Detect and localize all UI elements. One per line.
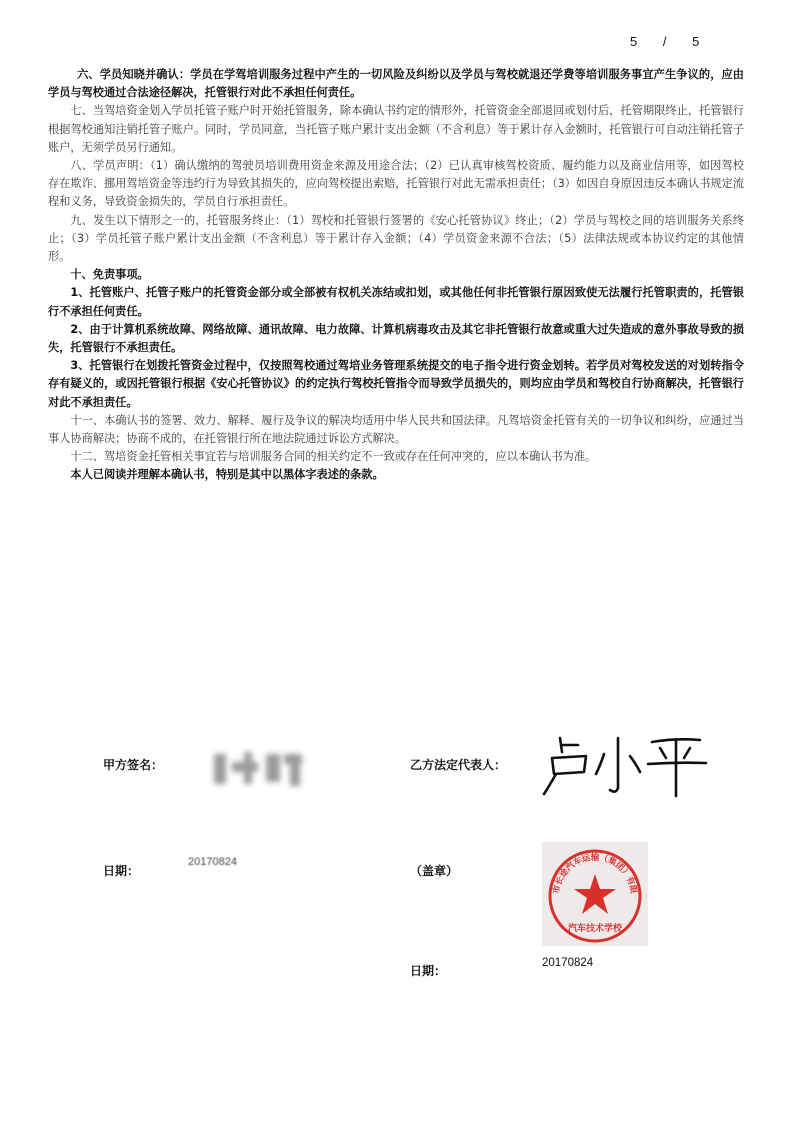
party-b-date-label: 日期：	[410, 964, 447, 978]
clause-ten-item-3: 3、托管银行在划拨托管资金过程中，仅按照驾校通过驾培业务管理系统提交的电子指令进行资金划转。若学员对驾校发送的对划转指令存有疑义的，或因托管银行根据《安心托管协议》的约定执行驾校托管指令而导致学员损失的，则均应由学员和驾校自行协商解决，托管银行对此不承担责任。	[48, 359, 744, 409]
clause-ten-item-2: 2、由于计算机系统故障、网络故障、通讯故障、电力故障、计算机病毒攻击及其它非托管银行故意或重大过失造成的意外事故导致的损失，托管银行不承担责任。	[48, 322, 744, 355]
party-a-signature-label: 甲方签名：	[103, 758, 164, 772]
party-b-representative-label: 乙方法定代表人：	[410, 758, 507, 772]
seal-text-top: 市长途汽车运输（集团）有限	[550, 852, 640, 895]
clause-twelve: 十二、驾培资金托管相关事宜若与培训服务合同的相关约定不一致或存在任何冲突的，应以本确认书为准。	[70, 450, 597, 464]
clause-list	[48, 66, 744, 485]
page-total: 5	[692, 34, 700, 49]
party-a-date-label: 日期：	[103, 864, 140, 878]
page-current: 5	[630, 34, 638, 49]
clause-nine: 九、发生以下情形之一的，托管服务终止：（1）驾校和托管银行签署的《安心托管协议》终止；（2）学员与驾校之间的培训服务关系终止；（3）学员托管子账户累计支出金额（不含利息）等于累计存入金额；（4）学员资金来源不合法；（5）法律法规或本协议约定的其他情形。	[48, 213, 744, 264]
seal-label: （盖章）	[410, 864, 459, 878]
party-a-date: 20170824	[188, 856, 237, 868]
clause-ten-heading: 十、免责事项。	[70, 268, 149, 282]
clause-ten-item-1: 1、托管账户、托管子账户的托管资金部分或全部被有权机关冻结或扣划，或其他任何非托管银行原因致使无法履行托管职责的，托管银行不承担任何责任。	[48, 286, 744, 318]
page-number	[630, 34, 699, 49]
party-a-signature-redacted	[210, 748, 306, 788]
confirmation-statement: 本人已阅读并理解本确认书，特别是其中以黑体字表述的条款。	[70, 468, 384, 482]
page-separator: /	[662, 34, 667, 49]
clause-eleven: 十一、本确认书的签署、效力、解释、履行及争议的解决均适用中华人民共和国法律。凡驾培资金托管有关的一切争议和纠纷，应通过当事人协商解决；协商不成的，在托管银行所在地法院通过诉讼方式解决。	[48, 413, 744, 446]
handwritten-signature	[540, 730, 710, 800]
clause-seven: 七、当驾培资金划入学员托管子账户时开始托管服务，除本确认书约定的情形外，托管资金全部退回或划付后，托管期限终止，托管银行根据驾校通知注销托管子账户。同时，学员同意，当托管子账户累计支出金额（不含利息）等于累计存入金额时，托管银行可自动注销托管子账户，无须学员另行通知。	[48, 104, 744, 154]
seal-text-bottom: 汽车技术学校	[567, 924, 623, 934]
party-b-date: 20170824	[542, 957, 594, 969]
official-seal	[542, 842, 648, 946]
clause-eight: 八、学员声明：（1）确认缴纳的驾驶员培训费用资金来源及用途合法；（2）已认真审核驾校资质、履约能力以及商业信用等，如因驾校存在欺诈、挪用驾培资金等违约行为导致其损失的，应向驾校提出索赔，托管银行对此无需承担责任；（3）如因自身原因违反本确认书规定流程和义务，导致资金损失的，学员自行承担责任。	[48, 159, 744, 209]
clause-six: 六、学员知晓并确认：学员在学驾培训服务过程中产生的一切风险及纠纷以及学员与驾校就退还学费等培训服务事宜产生争议的，应由学员与驾校通过合法途径解决，托管银行对此不承担任何责任。	[48, 68, 744, 100]
